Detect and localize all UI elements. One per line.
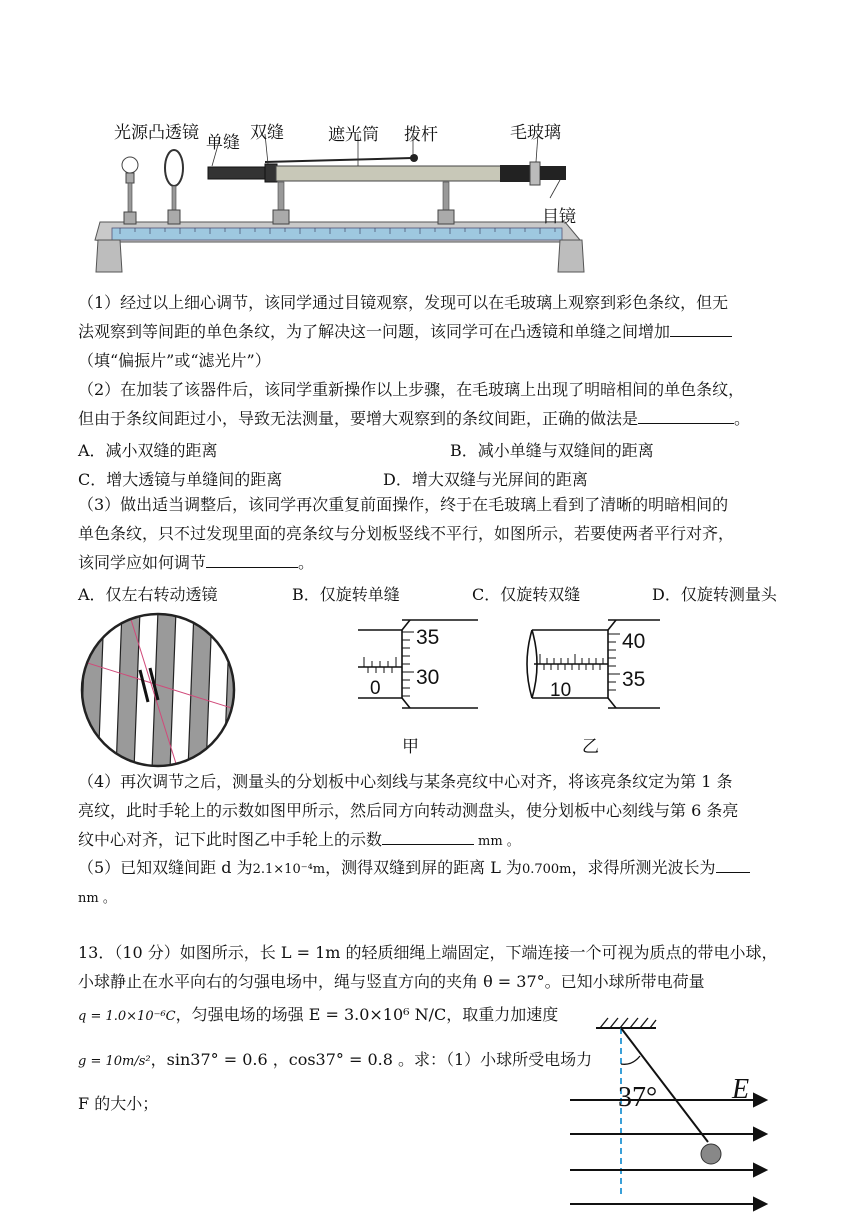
q12-part5-unit: nm 。 [78,891,116,906]
q12-part2-line1: （2）在加装了该器件后，该同学重新操作以上步骤，在毛玻璃上出现了明暗相间的单色条纹， [78,380,745,399]
q13-line3-rest: ，匀强电场的场强 E = 3.0×10⁶ N/C，取重力加速度 [175,1005,559,1024]
q12-part4-line1: （4）再次调节之后，测量头的分划板中心刻线与某条亮纹中心对齐，将该亮条纹定为第 1 条 [78,772,733,791]
label-lever: 拨杆 [404,125,438,145]
q12-part2-option-d[interactable]: D．增大双缝与光屏间的距离 [383,470,588,489]
q12-part3-option-c[interactable]: C．仅旋转双缝 [472,585,581,604]
fringe-view-drawing [78,610,238,770]
q13-stem [78,938,788,996]
label-single-slit: 单缝 [206,133,240,153]
q13-gravity: g = 10m/s² [78,1054,151,1069]
q13-line3 [78,1002,558,1025]
q12-part3-end: 。 [298,553,315,572]
answer-blank-4[interactable] [382,826,474,845]
q12-part1-line1: （1）经过以上细心调节，该同学通过目镜观察，发现可以在毛玻璃上观察到彩色条纹，但无 [78,293,729,312]
micrometer-jia-label: 甲 [402,737,419,757]
micrometer-yi-drawing [520,610,670,720]
q12-part5-line1 [78,853,788,884]
q12-part3-option-d[interactable]: D．仅旋转测量头 [652,585,777,604]
label-light-source: 光源 [114,123,148,143]
label-frosted-glass: 毛玻璃 [510,123,561,143]
micrometer-jia-drum-top: 35 [416,626,440,649]
answer-blank-1[interactable] [670,318,732,337]
q12-part3-option-b[interactable]: B．仅旋转单缝 [292,585,400,604]
q12-part3-line2: 单色条纹，只不过发现里面的亮条纹与分划板竖线不平行，如图所示，若要使两者平行对齐， [78,524,735,543]
q12-part2-end: 。 [734,409,751,428]
micrometer-yi-figure [520,610,670,760]
q12-part4-unit: mm 。 [478,834,520,849]
label-convex-lens: 凸透镜 [148,123,199,143]
q12-part2-option-b[interactable]: B．减小单缝与双缝间的距离 [450,441,654,460]
q12-part2-line2 [78,404,788,433]
pendulum-angle-label: 37° [618,1082,658,1113]
q12-part2 [78,375,788,433]
q13-line4 [78,1047,592,1070]
answer-blank-2[interactable] [638,405,734,424]
answer-blank-5[interactable] [716,854,750,873]
q12-part3 [78,490,788,577]
q12-part3-option-a[interactable]: A．仅左右转动透镜 [78,585,218,604]
q12-part5-text-1: （5）已知双缝间距 d 为 [78,858,253,877]
q13-charge: q = 1.0×10⁻⁶C [78,1009,176,1024]
q12-part4-line2: 亮纹，此时手轮上的示数如图甲所示，然后同方向转动测盘头，使分划板中心刻线与第 6 条亮 [78,801,739,820]
q12-part2-line2-text: 但由于条纹间距过小，导致无法测量，要增大观察到的条纹间距，正确的做法是 [78,409,639,428]
pendulum-field-drawing [566,1012,776,1212]
q12-part3-line3 [78,548,788,577]
q12-part1-line2-text: 法观察到等间距的单色条纹，为了解决这一问题，该同学可在凸透镜和单缝之间增加 [78,322,671,341]
q12-part2-option-a[interactable]: A．减小双缝的距离 [78,441,218,460]
q12-part4-line3 [78,825,788,856]
q12-part4-line3-text: 纹中心对齐，记下此时图乙中手轮上的示数 [78,830,383,849]
q13-line5: F 的大小； [78,1094,159,1113]
q12-part3-line1: （3）做出适当调整后，该同学再次重复前面操作，终于在毛玻璃上看到了清晰的明暗相间的 [78,495,729,514]
q13-line4-rest: ，sin37° = 0.6 ，cos37° = 0.8 。求：（1）小球所受电场力 [150,1050,593,1069]
label-double-slit: 双缝 [250,123,284,143]
q12-part5-d-value: 2.1×10⁻⁴m [252,862,326,877]
q12-part1-line2 [78,317,788,346]
q12-part5-text-3: ，求得所测光波长为 [571,858,716,877]
micrometer-yi-drum-top: 40 [622,630,646,653]
micrometer-jia-figure [350,610,490,760]
micrometer-yi-label: 乙 [582,737,599,757]
q12-part5 [78,853,788,913]
fringe-view-figure [78,610,238,770]
label-shade-tube: 遮光筒 [328,125,379,145]
q13-line1: 13．（10 分）如图所示，长 L = 1m 的轻质细绳上端固定，下端连接一个可视为质点的带电小球， [78,943,778,962]
q12-part3-line3-text: 该同学应如何调节 [78,553,207,572]
micrometer-yi-scale-ten: 10 [550,680,572,701]
double-slit-apparatus-figure [90,110,600,280]
q13-line2: 小球静止在水平向右的匀强电场中，绳与竖直方向的夹角 θ = 37°。已知小球所带电荷量 [78,972,705,991]
pendulum-field-figure [566,1012,776,1212]
field-e-label: E [732,1074,750,1105]
q12-part4 [78,767,788,856]
q12-part2-option-c[interactable]: C．增大透镜与单缝间的距离 [78,470,283,489]
micrometer-jia-drum-bottom: 30 [416,666,440,689]
micrometer-yi-drum-bottom: 35 [622,668,646,691]
q12-part1-line3: （填“偏振片”或“滤光片”） [78,351,271,370]
label-eyepiece: 目镜 [542,207,576,227]
micrometer-jia-scale-zero: 0 [370,678,381,699]
answer-blank-3[interactable] [206,549,298,568]
q12-part5-text-2: ，测得双缝到屏的距离 L 为 [325,858,522,877]
q12-part5-l-value: 0.700m [521,862,572,877]
q12-part1 [78,288,788,375]
